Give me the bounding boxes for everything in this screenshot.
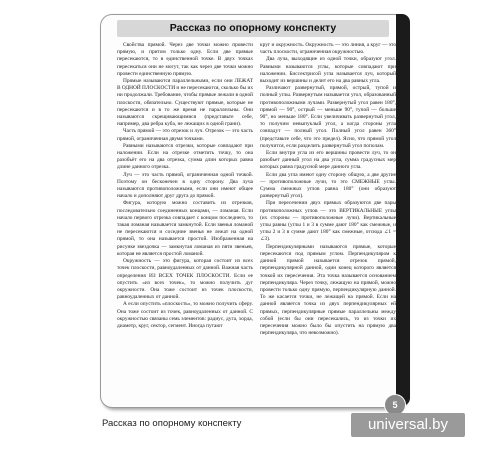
paragraph: Два луча, выходящие из одной точки, образуют угол. Равными называются углы, которые совпадают при наложении. Биссектрисой угла называется луч, который выходит из вершины и делит его на два равных угла.	[260, 56, 396, 85]
paragraph: Окружность — это фигура, которая состоит из всех точек плоскости, равноудаленных от данной. Важная часть определения ИЗ ВСЕХ ТОЧЕК ПЛОСКОСТИ. Если ее опустить «из всех точек», то можно получить дуг окружности. Она тоже состоит из точек плоскости, равноудаленных от данной.	[117, 258, 253, 301]
paragraph: А если опустить «плоскость», то можно получить сферу. Она тоже состоит из точек, равноудаленных от данной. С окружностью связаны семь элементов: радиус, дуга, хорда, диаметр, круг, сектор, сегмент. Иногда путают	[117, 301, 253, 329]
page-title: Рассказ по опорному конспекту	[117, 20, 389, 37]
paragraph: Перпендикулярными называются прямые, которые пересекаются под прямым углом. Перпендикуляром к данной прямой называется отрезок прямой, перпендикулярной данной, один конец которого является точкой их пересечения. Эта точка называется основанием перпендикуляра. Через точку, лежащую на прямой, можно провести только одну прямую, перпендикулярную данной. То же касается точки, не лежащей на прямой. Если на данной является точка из двух перпендикулярных ей прямых, перпендикулярные прямые параллельны между собой (если бы они пересекались, то из точки их пересечения можно было бы опустить на прямую два перпендикуляра, что невозможно).	[260, 243, 396, 337]
page-caption: Рассказ по опорному конспекту	[102, 418, 242, 429]
paragraph: Фигура, которую можно составить из отрезков, последовательно соединенных концами, — ломаная. Если начало первого отрезка совпадает с концом последнего, то такая ломаная называется замкнутой. Если звенья ломаной не пересекаются и соседние звенья не лежат на одной прямой, то она называется простой. Изображенная на рисунке звездочка — замкнутая ломаная из пяти звеньев, которая не является простой ломаной.	[117, 200, 253, 257]
left-column	[117, 42, 253, 398]
paragraph: Часть прямой — это отрезок и луч. Отрезок — это часть прямой, ограниченная двумя точками.	[117, 128, 253, 142]
page-edge-tab	[396, 14, 410, 406]
right-column	[260, 42, 396, 382]
paragraph: При пересечении двух прямых образуются две пары противоположных углов — это ВЕРТИКАЛЬНЫЕ углы (их стороны — противоположные лучи). Вертикальные углы равны (углы 1 и 3 в сумме дают 180° как смежные, и углы 2 и 3 в сумме дают 180° как смежные, отсюда ∠1 = ∠3).	[260, 200, 396, 243]
paragraph: Свойства прямой. Через две точки можно провести прямую, и притом только одну. Если две прямые пересекаются, то в единственной точке. В двух точках пересекаться они не могут, так как через две точки можно провести единственную прямую.	[117, 42, 253, 77]
paragraph: Равными называются отрезки, которые совпадают при наложении. Если на отрезке отметить точку, то она разобьёт его на два отрезка, сумма длин которых равна длине данного отрезка.	[117, 142, 253, 171]
paragraph: Различают развернутый, прямой, острый, тупой и полный углы. Развернутым называется угол, образованный противоположными лучами. Развернутый угол равен 180°, прямой — 90°, острый — меньше 90°, тупой — больше 90°, но меньше 180°. Если увеличивать развернутый угол, то получим невыпуклый угол, а когда стороны угла совпадут — полный угол. Полный угол равен 360° (представьте себе, что это предел). Ясно, что прямой угол получится, если разделить развернутый угол пополам.	[260, 85, 396, 149]
paragraph: круг и окружность. Окружность — это линия, а круг — это часть плоскости, ограниченная окружностью.	[260, 42, 396, 56]
watermark: universal.by	[351, 413, 465, 437]
paragraph: Прямые называются параллельными, если они ЛЕЖАТ В ОДНОЙ ПЛОСКОСТИ и не пересекаются, сколько бы их ни продолжали. Требование, чтобы прямые лежали в одной плоскости, обязательно. Существуют прямые, которые не пересекаются и в то же время не параллельны. Они называются скрещивающимися (представьте себе, например, два ребра куба, не лежащих в одной грани).	[117, 78, 253, 128]
page-number: 5	[384, 394, 406, 416]
textbook-page	[100, 14, 406, 408]
paragraph: Если внутри угла из его вершины провести луч, то он разобьет данный угол на два угла, сумма градусных мер которых равна градусной мере данного угла.	[260, 150, 396, 171]
paragraph: Луч — это часть прямой, ограниченная одной точкой. Поэтому он бесконечен в одну сторону. Два луча называются противоположными, если они имеют общее начало и дополняют друг друга до прямой.	[117, 171, 253, 200]
paragraph: Если два угла имеют одну сторону общую, а две другие — противоположные лучи, то это СМЕЖНЫЕ углы. Сумма смежных углов равна 180° (они образуют развернутый угол).	[260, 171, 396, 200]
